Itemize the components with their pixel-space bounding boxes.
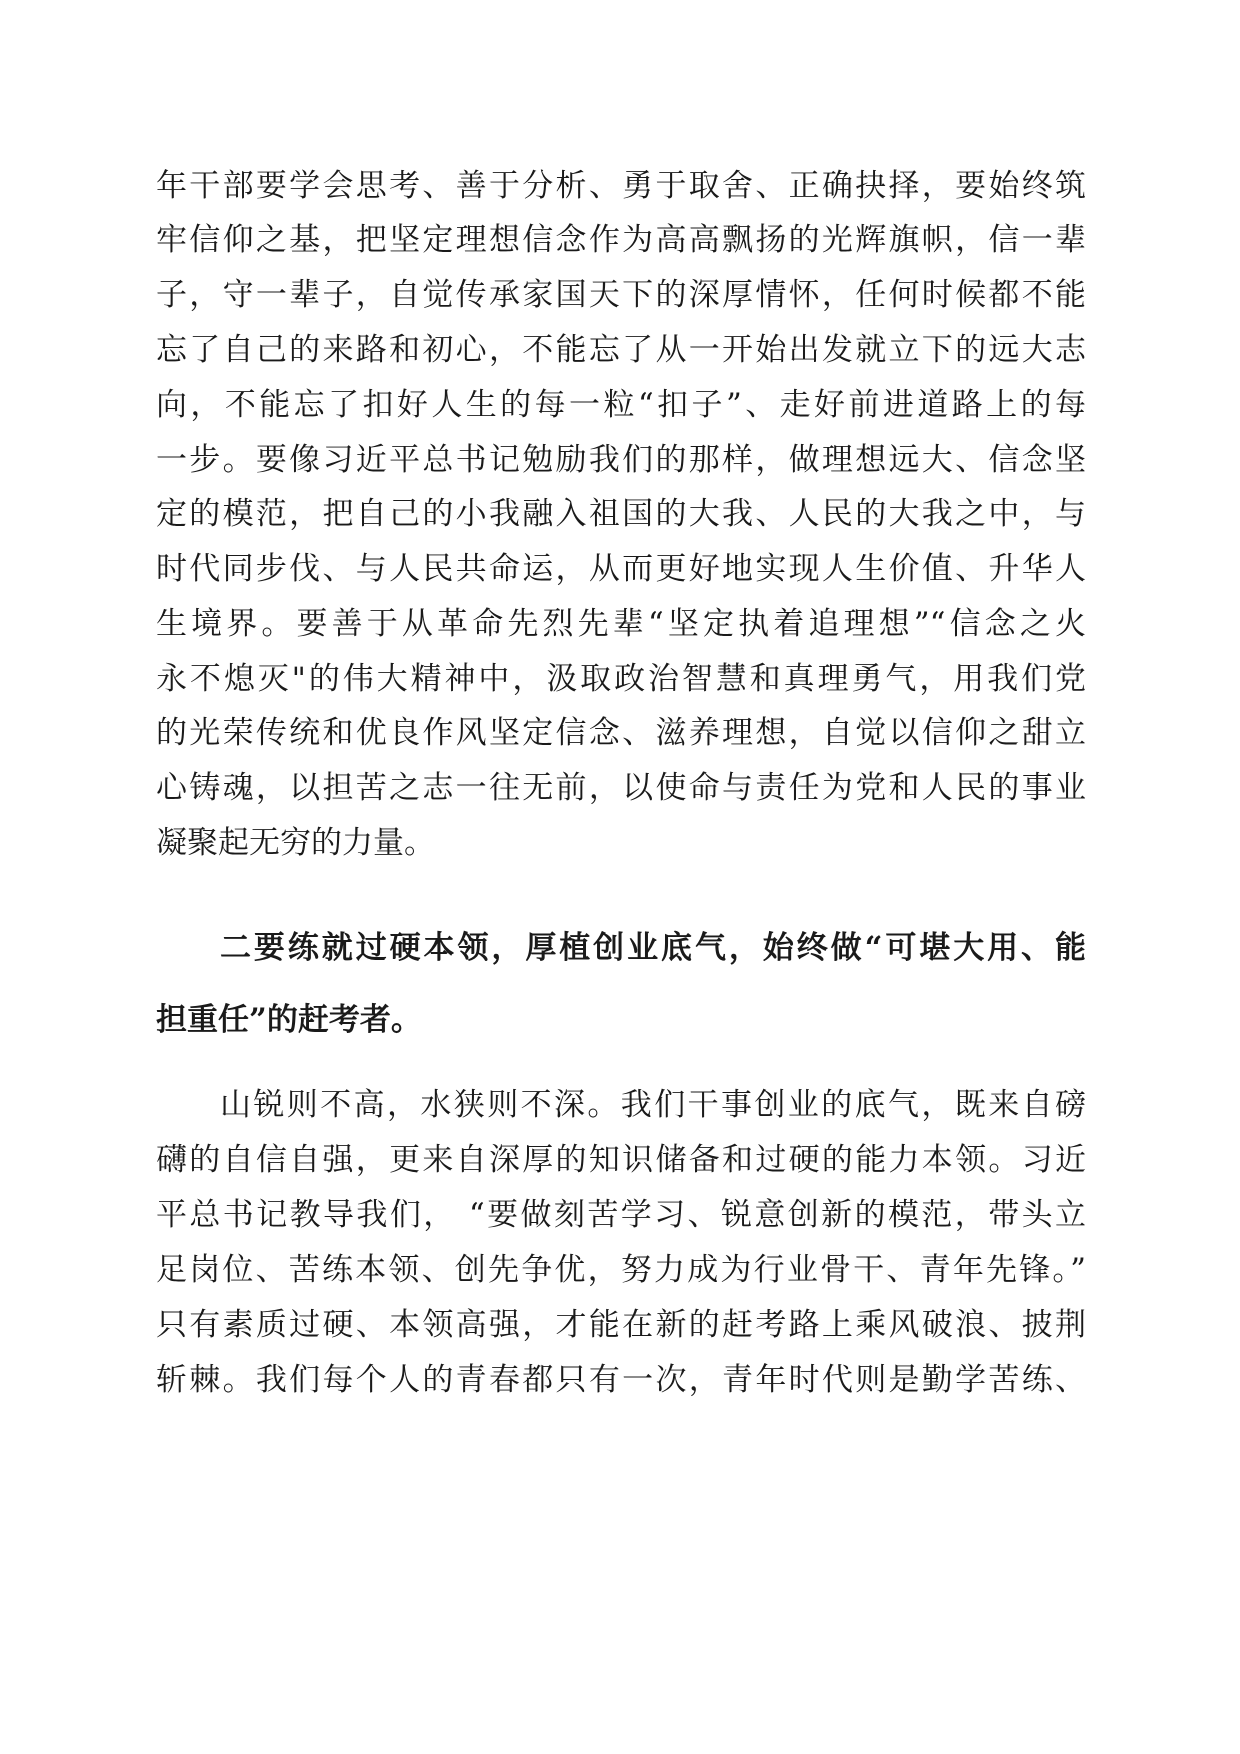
paragraph-line: 子，守一辈子，自觉传承家国天下的深厚情怀，任何时候都不能 [156,277,1086,313]
paragraph-line: 牢信仰之基，把坚定理想信念作为高高飘扬的光辉旗帜，信一辈 [156,222,1086,258]
paragraph-line: 定的模范，把自己的小我融入祖国的大我、人民的大我之中，与 [156,496,1086,532]
paragraph-line: 向，不能忘了扣好人生的每一粒“扣子”、走好前进道路上的每 [156,387,1086,423]
paragraph-line: 的光荣传统和优良作风坚定信念、滋养理想，自觉以信仰之甜立 [156,715,1086,751]
paragraph-line: 心铸魂，以担苦之志一往无前，以使命与责任为党和人民的事业 [156,770,1086,806]
paragraph-line: 礴的自信自强，更来自深厚的知识储备和过硬的能力本领。习近 [156,1142,1086,1178]
paragraph-line: 忘了自己的来路和初心，不能忘了从一开始出发就立下的远大志 [156,332,1086,368]
paragraph-line: 平总书记教导我们， “要做刻苦学习、锐意创新的模范，带头立 [156,1197,1086,1233]
paragraph-line: 生境界。要善于从革命先烈先辈“坚定执着追理想”“信念之火 [156,606,1086,642]
paragraph-line: 时代同步伐、与人民共命运，从而更好地实现人生价值、升华人 [156,551,1086,587]
paragraph-line: 永不熄灭"的伟大精神中，汲取政治智慧和真理勇气，用我们党 [156,661,1086,697]
paragraph-line: 山锐则不高，水狭则不深。我们干事创业的底气，既来自磅 [220,1087,1086,1123]
paragraph-line: 足岗位、苦练本领、创先争优，努力成为行业骨干、青年先锋。” [156,1252,1086,1288]
paragraph-line: 年干部要学会思考、善于分析、勇于取舍、正确抉择，要始终筑 [156,168,1086,204]
paragraph-line: 一步。要像习近平总书记勉励我们的那样，做理想远大、信念坚 [156,442,1086,478]
heading-line: 担重任”的赶考者。 [156,1002,422,1038]
paragraph-line: 只有素质过硬、本领高强，才能在新的赶考路上乘风破浪、披荆 [156,1307,1086,1343]
paragraph-line: 凝聚起无穷的力量。 [156,825,435,861]
paragraph-line: 斩棘。我们每个人的青春都只有一次，青年时代则是勤学苦练、 [156,1362,1086,1398]
heading-line: 二要练就过硬本领，厚植创业底气，始终做“可堪大用、能 [220,930,1086,966]
